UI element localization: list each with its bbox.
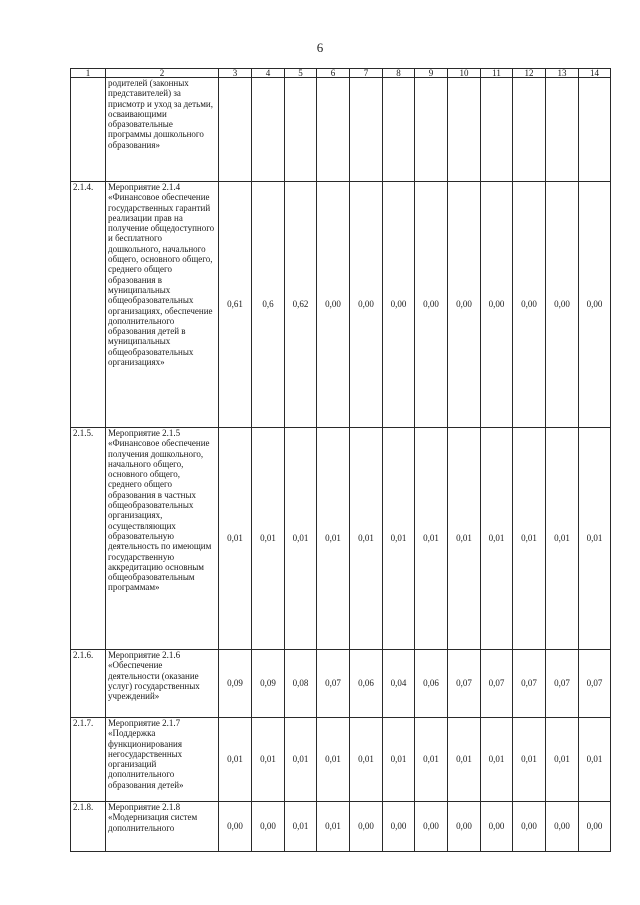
column-number-cell: 11 bbox=[481, 69, 513, 78]
value-cell: 0,01 bbox=[317, 428, 350, 650]
row-number bbox=[71, 78, 106, 182]
value-cell: 0,06 bbox=[350, 650, 383, 718]
row-description: родителей (законных представителей) за присмотр и уход за детьми, осваивающими образовательные программы дошкольного образования» bbox=[106, 78, 219, 182]
value-cell: 0,07 bbox=[317, 650, 350, 718]
column-number-cell: 6 bbox=[317, 69, 350, 78]
value-cell: 0,00 bbox=[448, 802, 481, 852]
value-cell: 0,07 bbox=[579, 650, 611, 718]
row-description: Мероприятие 2.1.5 «Финансовое обеспечение получения дошкольного, начального общего, основного общего, среднего общего образования в частных общеобразовательных организациях, осуществляющих образовательную деятельность по имеющим государственную аккредитацию основным общеобразовательным программам» bbox=[106, 428, 219, 650]
value-cell: 0,01 bbox=[448, 428, 481, 650]
value-cell: 0,01 bbox=[252, 718, 285, 802]
column-number-cell: 12 bbox=[513, 69, 546, 78]
row-number: 2.1.8. bbox=[71, 802, 106, 852]
indicators-table bbox=[70, 68, 611, 852]
value-cell bbox=[350, 78, 383, 182]
value-cell: 0,01 bbox=[383, 428, 415, 650]
table-row bbox=[71, 650, 611, 718]
value-cell: 0,01 bbox=[285, 428, 317, 650]
row-number: 2.1.5. bbox=[71, 428, 106, 650]
row-number: 2.1.7. bbox=[71, 718, 106, 802]
column-number-cell: 9 bbox=[415, 69, 448, 78]
value-cell: 0,01 bbox=[415, 428, 448, 650]
column-number-cell: 4 bbox=[252, 69, 285, 78]
value-cell: 0,01 bbox=[546, 428, 579, 650]
column-number-cell: 1 bbox=[71, 69, 106, 78]
value-cell: 0,01 bbox=[350, 428, 383, 650]
value-cell: 0,01 bbox=[317, 718, 350, 802]
value-cell: 0,07 bbox=[513, 650, 546, 718]
value-cell: 0,00 bbox=[383, 802, 415, 852]
value-cell: 0,00 bbox=[513, 182, 546, 428]
value-cell: 0,00 bbox=[317, 182, 350, 428]
value-cell: 0,00 bbox=[415, 182, 448, 428]
column-number-cell: 8 bbox=[383, 69, 415, 78]
value-cell: 0,07 bbox=[448, 650, 481, 718]
row-description: Мероприятие 2.1.7 «Поддержка функционирования негосударственных организаций дополнительного образования детей» bbox=[106, 718, 219, 802]
column-number-cell: 14 bbox=[579, 69, 611, 78]
value-cell: 0,00 bbox=[481, 802, 513, 852]
column-numbers-row bbox=[71, 69, 611, 78]
row-description: Мероприятие 2.1.8 «Модернизация систем дополнительного bbox=[106, 802, 219, 852]
column-number-cell: 3 bbox=[219, 69, 252, 78]
value-cell: 0,09 bbox=[219, 650, 252, 718]
value-cell: 0,01 bbox=[219, 428, 252, 650]
value-cell: 0,01 bbox=[219, 718, 252, 802]
value-cell bbox=[252, 78, 285, 182]
table-row bbox=[71, 428, 611, 650]
value-cell: 0,6 bbox=[252, 182, 285, 428]
value-cell bbox=[285, 78, 317, 182]
column-number-cell: 2 bbox=[106, 69, 219, 78]
table-row bbox=[71, 718, 611, 802]
value-cell: 0,01 bbox=[415, 718, 448, 802]
value-cell: 0,01 bbox=[448, 718, 481, 802]
value-cell: 0,01 bbox=[481, 718, 513, 802]
value-cell: 0,00 bbox=[350, 182, 383, 428]
value-cell: 0,01 bbox=[579, 428, 611, 650]
value-cell: 0,00 bbox=[481, 182, 513, 428]
value-cell: 0,01 bbox=[579, 718, 611, 802]
value-cell: 0,04 bbox=[383, 650, 415, 718]
value-cell: 0,00 bbox=[546, 182, 579, 428]
value-cell bbox=[219, 78, 252, 182]
value-cell: 0,01 bbox=[383, 718, 415, 802]
value-cell bbox=[383, 78, 415, 182]
value-cell bbox=[579, 78, 611, 182]
column-number-cell: 7 bbox=[350, 69, 383, 78]
row-number: 2.1.6. bbox=[71, 650, 106, 718]
value-cell: 0,07 bbox=[546, 650, 579, 718]
value-cell bbox=[481, 78, 513, 182]
row-number: 2.1.4. bbox=[71, 182, 106, 428]
value-cell: 0,01 bbox=[350, 718, 383, 802]
value-cell: 0,01 bbox=[481, 428, 513, 650]
value-cell: 0,01 bbox=[285, 802, 317, 852]
value-cell: 0,61 bbox=[219, 182, 252, 428]
value-cell: 0,00 bbox=[546, 802, 579, 852]
value-cell: 0,00 bbox=[350, 802, 383, 852]
value-cell: 0,01 bbox=[252, 428, 285, 650]
value-cell: 0,06 bbox=[415, 650, 448, 718]
value-cell: 0,62 bbox=[285, 182, 317, 428]
value-cell: 0,01 bbox=[546, 718, 579, 802]
value-cell: 0,00 bbox=[219, 802, 252, 852]
column-number-cell: 10 bbox=[448, 69, 481, 78]
row-description: Мероприятие 2.1.4 «Финансовое обеспечение государственных гарантий реализации прав на получение общедоступного и бесплатного дошкольного, начального общего, основного общего, среднего общего образования в муниципальных общеобразовательных организациях, обеспечение дополнительного образования детей в муниципальных общеобразовательных организациях» bbox=[106, 182, 219, 428]
value-cell: 0,00 bbox=[415, 802, 448, 852]
value-cell: 0,01 bbox=[513, 718, 546, 802]
table-row bbox=[71, 802, 611, 852]
value-cell: 0,09 bbox=[252, 650, 285, 718]
value-cell: 0,08 bbox=[285, 650, 317, 718]
value-cell: 0,07 bbox=[481, 650, 513, 718]
value-cell bbox=[448, 78, 481, 182]
value-cell: 0,01 bbox=[513, 428, 546, 650]
page-number: 6 bbox=[316, 40, 324, 55]
value-cell bbox=[513, 78, 546, 182]
table-row bbox=[71, 78, 611, 182]
value-cell: 0,00 bbox=[579, 182, 611, 428]
column-number-cell: 5 bbox=[285, 69, 317, 78]
value-cell bbox=[546, 78, 579, 182]
value-cell: 0,00 bbox=[252, 802, 285, 852]
value-cell: 0,00 bbox=[383, 182, 415, 428]
value-cell: 0,00 bbox=[448, 182, 481, 428]
value-cell bbox=[415, 78, 448, 182]
value-cell: 0,00 bbox=[579, 802, 611, 852]
value-cell: 0,01 bbox=[285, 718, 317, 802]
row-description: Мероприятие 2.1.6 «Обеспечение деятельности (оказание услуг) государственных учреждений» bbox=[106, 650, 219, 718]
column-number-cell: 13 bbox=[546, 69, 579, 78]
value-cell: 0,00 bbox=[513, 802, 546, 852]
value-cell: 0,01 bbox=[317, 802, 350, 852]
value-cell bbox=[317, 78, 350, 182]
table-row bbox=[71, 182, 611, 428]
